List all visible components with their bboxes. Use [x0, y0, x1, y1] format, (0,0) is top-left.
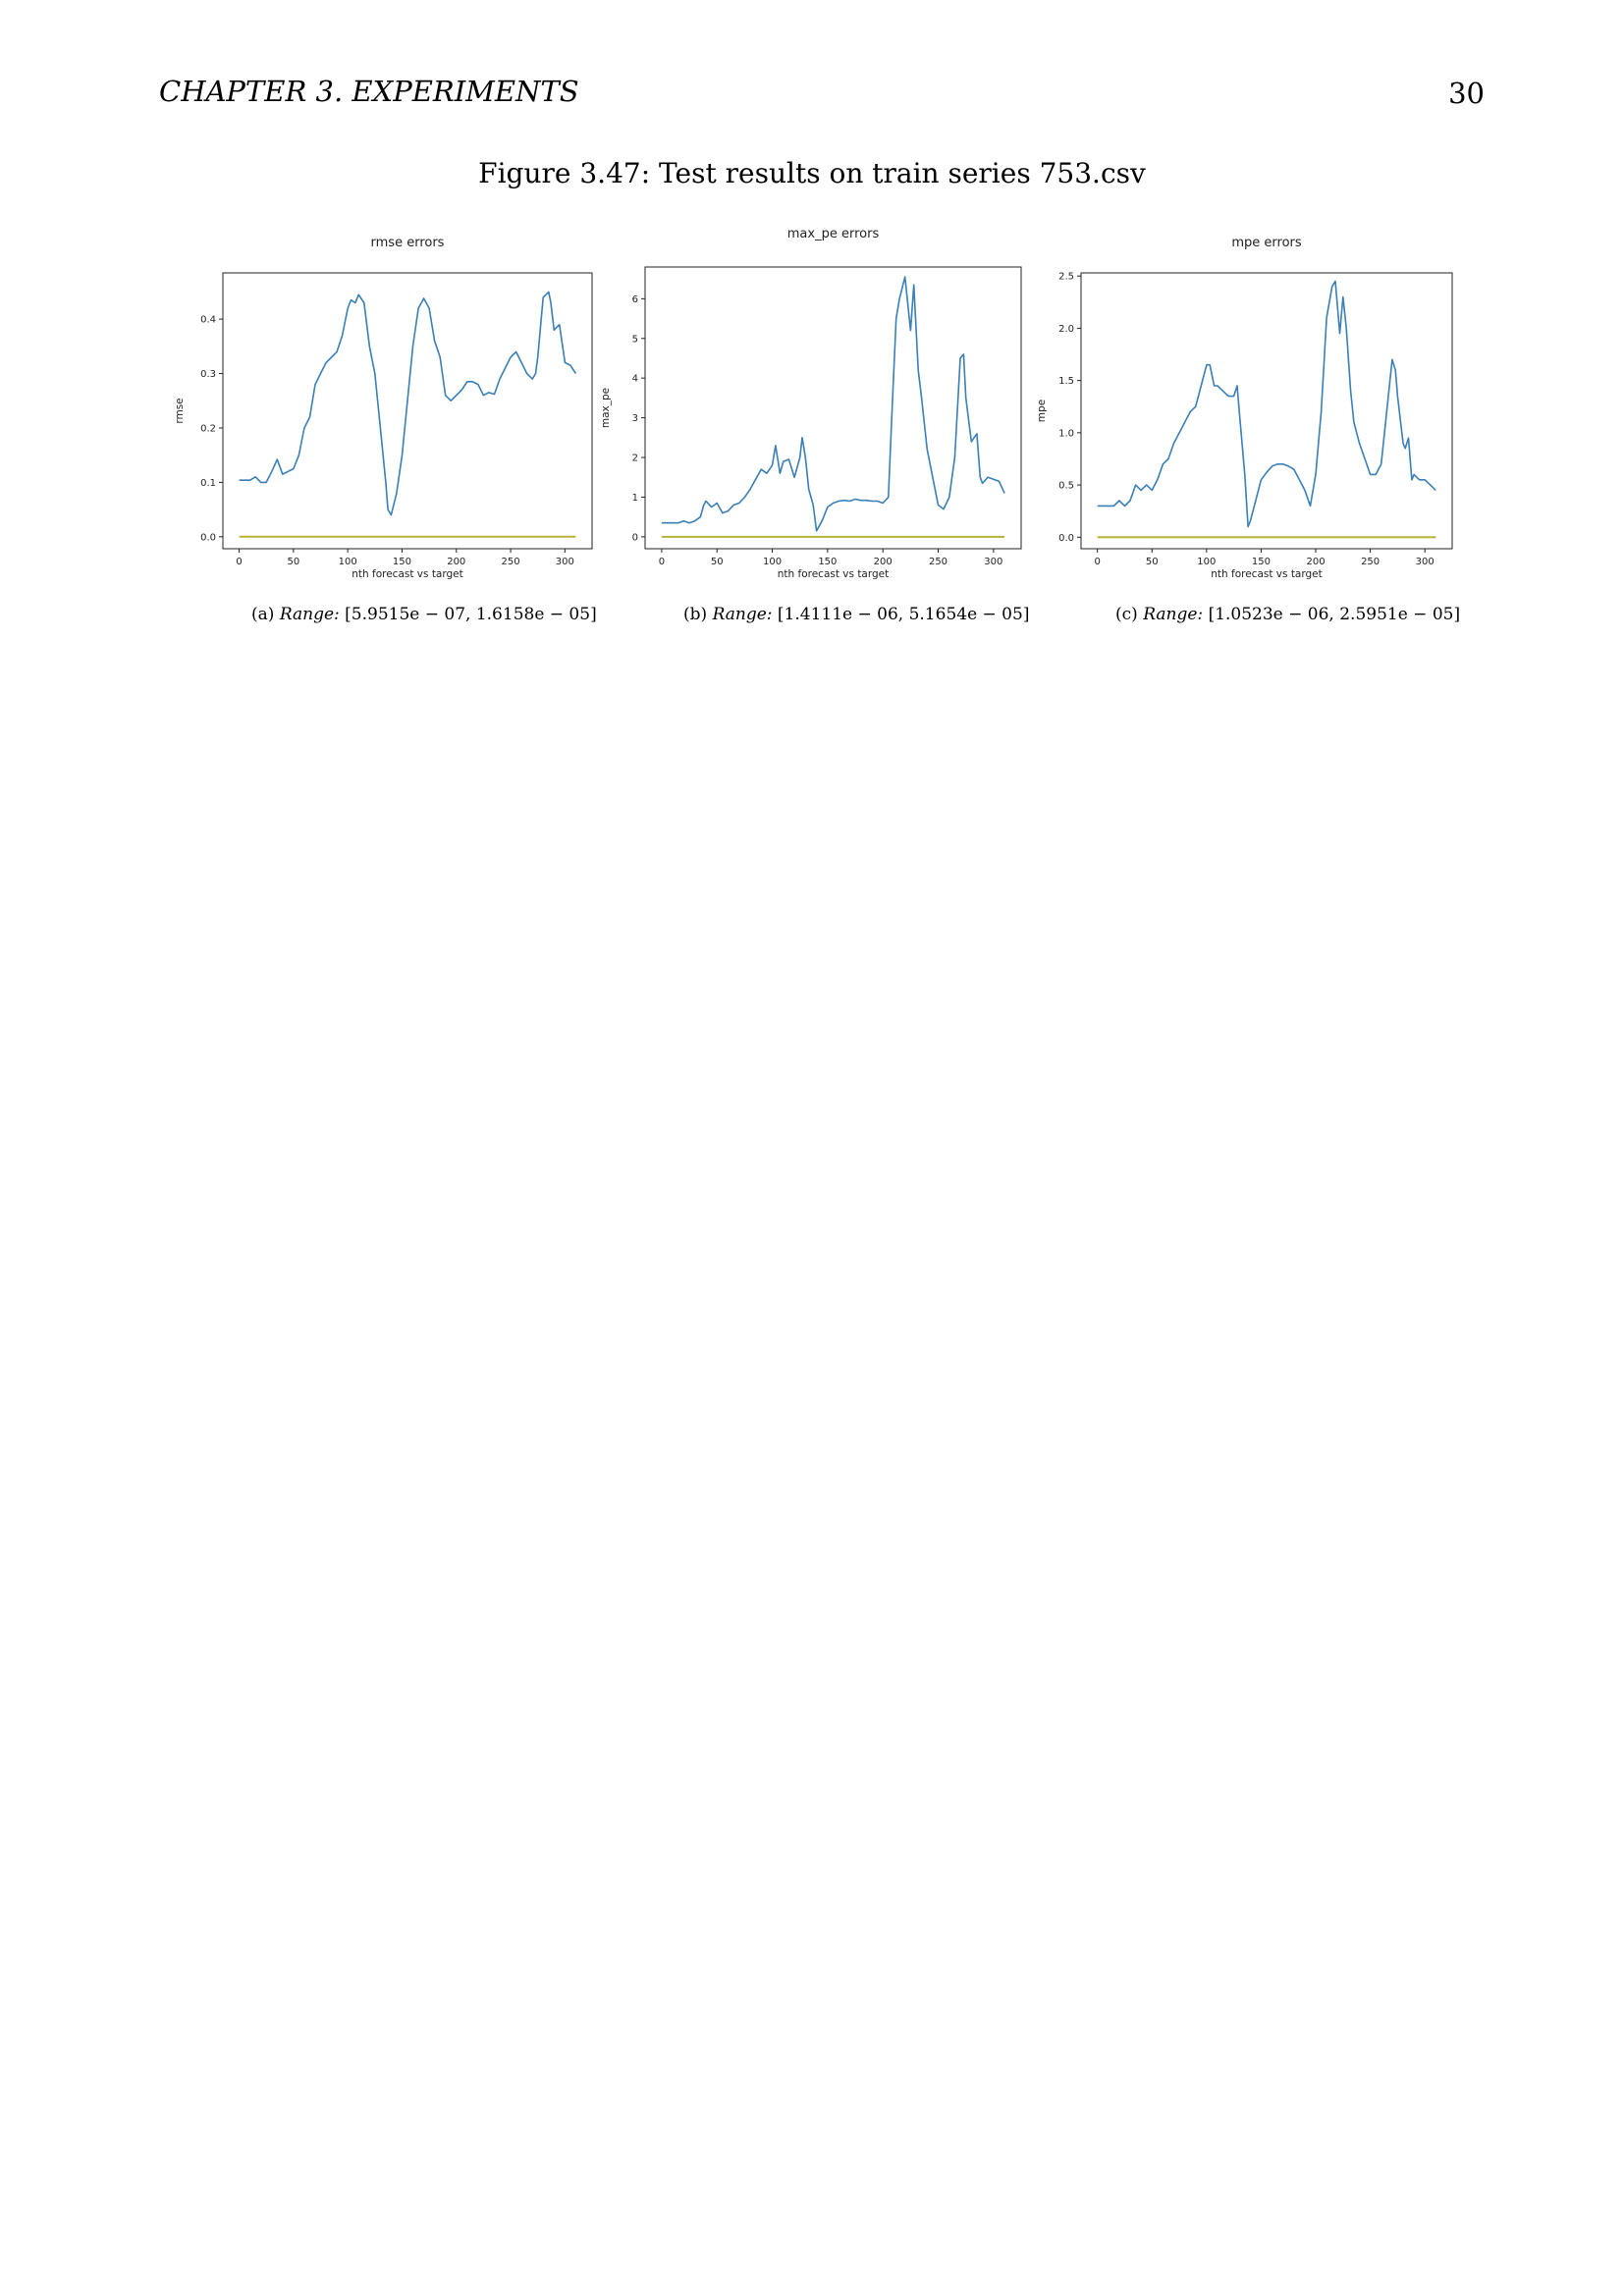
y-tick-label: 1.0	[1058, 428, 1074, 440]
y-tick-label: 0.1	[200, 477, 216, 489]
x-tick-label: 150	[818, 557, 838, 567]
chart-panel-mpe	[1029, 222, 1471, 595]
y-tick-label: 0.2	[200, 423, 216, 435]
mpe-chart	[1029, 222, 1471, 595]
x-tick-label: 200	[1306, 557, 1326, 567]
chart-title: rmse errors	[370, 236, 445, 250]
subcaption-a	[251, 605, 597, 624]
plot-frame	[645, 267, 1021, 549]
x-tick-label: 50	[710, 557, 724, 567]
x-tick-label: 50	[287, 557, 300, 567]
figure-caption: Figure 3.47: Test results on train series 753.csv	[478, 157, 1146, 189]
y-tick-label: 3	[631, 413, 638, 425]
chart-title: mpe errors	[1231, 236, 1302, 250]
x-tick-label: 50	[1145, 557, 1159, 567]
x-tick-label: 250	[501, 557, 520, 567]
x-tick-label: 150	[1251, 557, 1271, 567]
x-tick-label: 0	[658, 557, 666, 567]
x-axis-label: nth forecast vs target	[1211, 568, 1323, 580]
x-tick-label: 100	[762, 557, 783, 567]
y-tick-label: 0.0	[1058, 532, 1074, 544]
y-axis-label: max_pe	[600, 387, 612, 429]
range-word: Range:	[1143, 605, 1204, 624]
subcaption-label: (c)	[1115, 605, 1138, 624]
x-tick-label: 300	[984, 557, 1003, 567]
y-tick-label: 4	[631, 373, 638, 385]
y-tick-label: 0.5	[1058, 480, 1074, 492]
x-tick-label: 250	[1361, 557, 1380, 567]
y-tick-label: 5	[631, 334, 638, 346]
x-tick-label: 0	[1094, 557, 1101, 567]
subcaption-label: (a)	[251, 605, 275, 624]
subcaption-c	[1115, 605, 1460, 624]
y-tick-label: 6	[631, 294, 638, 305]
y-axis-label: rmse	[174, 398, 186, 424]
page-number: 30	[1448, 77, 1485, 110]
y-tick-label: 1.5	[1058, 376, 1074, 388]
x-tick-label: 100	[1197, 557, 1217, 567]
x-tick-label: 150	[392, 557, 412, 567]
plot-frame	[223, 273, 592, 549]
x-tick-label: 300	[1415, 557, 1435, 567]
x-tick-label: 0	[236, 557, 243, 567]
range-value: [5.9515e − 07, 1.6158e − 05]	[345, 605, 597, 624]
x-axis-label: nth forecast vs target	[352, 568, 463, 580]
x-tick-label: 200	[873, 557, 893, 567]
y-axis-label: mpe	[1036, 399, 1048, 423]
max-pe-chart	[593, 222, 1035, 595]
x-tick-label: 300	[555, 557, 574, 567]
rmse-chart	[167, 222, 609, 595]
x-tick-label: 200	[447, 557, 466, 567]
range-value: [1.0523e − 06, 2.5951e − 05]	[1208, 605, 1461, 624]
chapter-header: CHAPTER 3. EXPERIMENTS	[159, 75, 579, 108]
y-tick-label: 2.5	[1058, 271, 1074, 283]
y-tick-label: 0.0	[200, 532, 216, 544]
range-word: Range:	[712, 605, 773, 624]
x-tick-label: 250	[928, 557, 948, 567]
y-tick-label: 0	[631, 532, 638, 544]
series-line	[240, 292, 576, 514]
y-tick-label: 2	[631, 453, 638, 464]
x-axis-label: nth forecast vs target	[777, 568, 890, 580]
series-line	[662, 277, 1004, 531]
y-tick-label: 1	[631, 492, 638, 504]
range-word: Range:	[279, 605, 340, 624]
subcaption-b	[683, 605, 1029, 624]
range-value: [1.4111e − 06, 5.1654e − 05]	[777, 605, 1030, 624]
x-tick-label: 100	[338, 557, 357, 567]
plot-frame	[1081, 273, 1452, 549]
subcaption-label: (b)	[683, 605, 708, 624]
y-tick-label: 0.3	[200, 369, 216, 381]
chart-panel-rmse	[167, 222, 609, 595]
y-tick-label: 0.4	[200, 314, 216, 326]
series-line	[1098, 282, 1436, 527]
chart-title: max_pe errors	[786, 227, 880, 241]
y-tick-label: 2.0	[1058, 323, 1074, 335]
chart-panel-max-pe	[593, 222, 1035, 595]
